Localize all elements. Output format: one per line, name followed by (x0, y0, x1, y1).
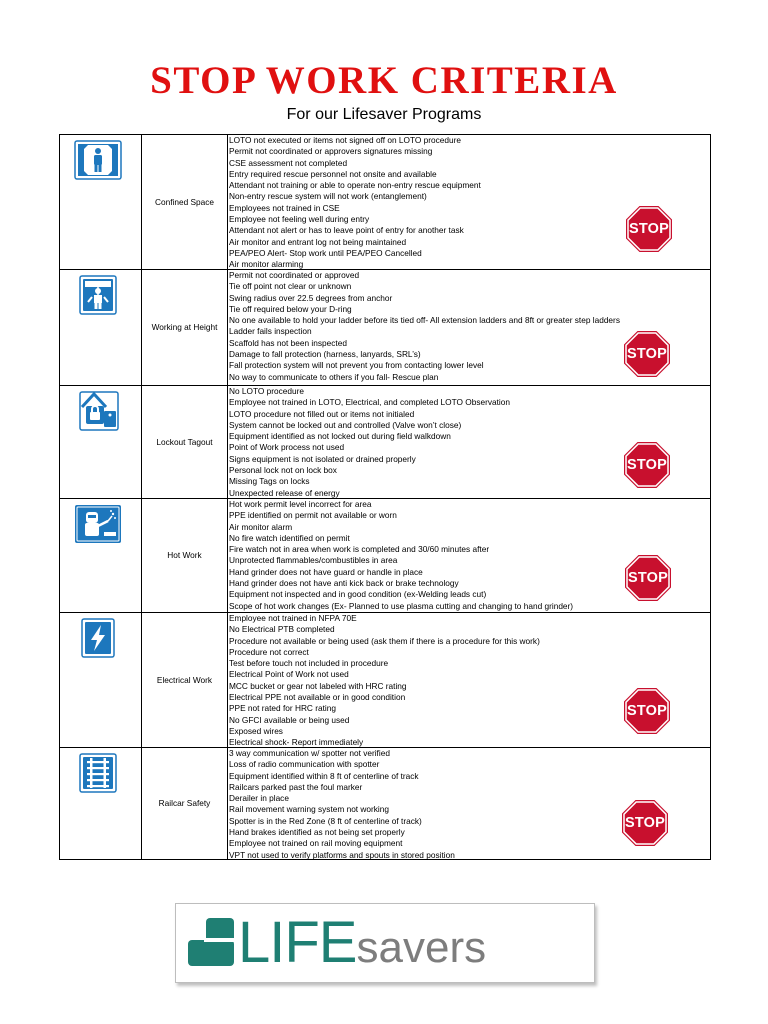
criteria-item: 3 way communication w/ spotter not verified (229, 748, 390, 758)
program-name: Working at Height (142, 270, 228, 385)
stop-sign-label: STOP (628, 221, 670, 237)
criteria-item: CSE assessment not completed (229, 157, 348, 168)
stop-sign-icon (626, 206, 672, 252)
stop-sign-icon (625, 555, 671, 601)
lock-tag-icon (74, 391, 122, 431)
criteria-item: PPE identified on permit not available or worn (229, 510, 397, 521)
criteria-item: Spotter is in the Red Zone (8 ft of centerline of track) (229, 815, 422, 826)
lightning-bolt-icon (74, 618, 122, 658)
criteria-item: Procedure not available or being used (ask them if there is a procedure for this work) (229, 635, 540, 646)
criteria-item: No Electrical PTB completed (229, 624, 335, 635)
criteria-item: No way to communicate to others if you fall- Rescue plan (229, 371, 439, 382)
criteria-item: Tie off point not clear or unknown (229, 281, 352, 292)
stop-sign-icon (624, 688, 670, 734)
criteria-item: Permit not coordinated or approvers signatures missing (229, 146, 433, 157)
criteria-item: Tie off required below your D-ring (229, 303, 352, 314)
criteria-item: Personal lock not on lock box (229, 465, 337, 476)
criteria-item: MCC bucket or gear not labeled with HRC rating (229, 680, 407, 691)
icon-cell (60, 135, 142, 269)
logo-mark-icon (188, 918, 234, 966)
criteria-cell (228, 386, 710, 498)
criteria-item: Fire watch not in area when work is completed and 30/60 minutes after (229, 544, 490, 555)
criteria-cell (228, 135, 710, 269)
criteria-item: No GFCI available or being used (229, 714, 350, 725)
criteria-item: VPT not used to verify platforms and spouts in stored position (229, 849, 455, 860)
criteria-item: Test before touch not included in procedure (229, 658, 389, 669)
criteria-cell (228, 613, 710, 747)
criteria-cell (228, 748, 710, 859)
rail-track-icon (74, 753, 122, 793)
criteria-item: Electrical shock- Report immediately (229, 737, 364, 748)
criteria-item: Unexpected release of energy (229, 487, 340, 498)
criteria-item: PPE not rated for HRC rating (229, 703, 336, 714)
criteria-item: Point of Work process not used (229, 442, 345, 453)
program-name: Hot Work (142, 499, 228, 612)
welder-icon (74, 504, 122, 544)
criteria-item: Derailer in place (229, 793, 289, 804)
criteria-item: Air monitor alarm (229, 521, 293, 532)
icon-cell (60, 613, 142, 747)
table-row-railcar-safety (60, 748, 710, 859)
stop-sign-label: STOP (627, 570, 669, 586)
program-name: Railcar Safety (142, 748, 228, 859)
criteria-item: LOTO not executed or items not signed off on LOTO procedure (229, 135, 461, 145)
criteria-item: Attendant not alert or has to leave point of entry for another task (229, 225, 464, 236)
fall-protection-icon (74, 275, 122, 315)
stop-sign-icon (624, 442, 670, 488)
table-row-electrical-work (60, 613, 710, 748)
criteria-table (59, 134, 711, 860)
stop-sign-label: STOP (626, 703, 668, 719)
criteria-item: Attendant not training or able to operate non-entry rescue equipment (229, 180, 481, 191)
criteria-item: PEA/PEO Alert- Stop work until PEA/PEO Cancelled (229, 247, 422, 258)
stop-sign-icon (622, 800, 668, 846)
stop-sign-label: STOP (624, 815, 666, 831)
program-name: Electrical Work (142, 613, 228, 747)
criteria-item: Fall protection system will not prevent you from contacting lower level (229, 360, 484, 371)
table-row-confined-space (60, 135, 710, 270)
criteria-item: Equipment not inspected and in good condition (ex-Welding leads cut) (229, 589, 487, 600)
criteria-item: No one available to hold your ladder before its tied off- All extension ladders and 8ft or greater step ladders (229, 315, 620, 326)
criteria-item: Permit not coordinated or approved (229, 270, 360, 280)
criteria-item: Non-entry rescue system will not work (entanglement) (229, 191, 427, 202)
criteria-item: Electrical Point of Work not used (229, 669, 349, 680)
icon-cell (60, 270, 142, 385)
criteria-item: Exposed wires (229, 725, 283, 736)
table-row-working-at-height (60, 270, 710, 386)
criteria-item: Unprotected flammables/combustibles in area (229, 555, 398, 566)
lifesavers-logo (175, 903, 595, 983)
criteria-item: LOTO procedure not filled out or items not initialed (229, 408, 415, 419)
criteria-item: Damage to fall protection (harness, lanyards, SRL’s) (229, 349, 421, 360)
logo-wordmark (238, 909, 486, 977)
criteria-item: Procedure not correct (229, 646, 309, 657)
criteria-item: Hand brakes identified as not being set properly (229, 827, 405, 838)
criteria-item: Missing Tags on locks (229, 476, 310, 487)
criteria-item: Employee not trained in LOTO, Electrical, and completed LOTO Observation (229, 397, 511, 408)
criteria-item: Signs equipment is not isolated or drained properly (229, 453, 416, 464)
criteria-item: Employee not trained on rail moving equipment (229, 838, 403, 849)
page-subtitle: For our Lifesaver Programs (286, 106, 482, 123)
criteria-item: Equipment identified as not locked out during field walkdown (229, 431, 451, 442)
program-name: Confined Space (142, 135, 228, 269)
criteria-item: Railcars parked past the foul marker (229, 781, 363, 792)
criteria-item: Hand grinder does not have anti kick back or brake technology (229, 578, 459, 589)
criteria-item: Air monitor and entrant log not being maintained (229, 236, 407, 247)
stop-sign-icon (624, 331, 670, 377)
program-name: Lockout Tagout (142, 386, 228, 498)
table-row-lockout-tagout (60, 386, 710, 499)
icon-cell (60, 386, 142, 498)
stop-sign-label: STOP (626, 457, 668, 473)
icon-cell (60, 748, 142, 859)
criteria-item: Ladder fails inspection (229, 326, 312, 337)
criteria-item: Hand grinder does not have guard or handle in place (229, 566, 423, 577)
criteria-item: Scope of hot work changes (Ex- Planned to use plasma cutting and changing to hand grinder) (229, 600, 574, 611)
criteria-item: No fire watch identified on permit (229, 532, 350, 543)
criteria-item: Equipment identified within 8 ft of centerline of track (229, 770, 419, 781)
criteria-item: Electrical PPE not available or in good condition (229, 692, 406, 703)
confined-space-icon (74, 140, 122, 180)
criteria-cell (228, 270, 710, 385)
criteria-item: Employee not trained in NFPA 70E (229, 613, 357, 623)
criteria-item: No LOTO procedure (229, 386, 305, 396)
logo-word-savers: savers (356, 923, 487, 972)
criteria-item: Entry required rescue personnel not onsite and available (229, 168, 437, 179)
criteria-item: Rail movement warning system not working (229, 804, 390, 815)
criteria-item: Air monitor alarming (229, 259, 304, 270)
icon-cell (60, 499, 142, 612)
table-row-hot-work (60, 499, 710, 613)
criteria-item: Employees not trained in CSE (229, 202, 340, 213)
criteria-item: Hot work permit level incorrect for area (229, 499, 372, 509)
logo-word-life: LIFE (238, 910, 357, 975)
criteria-cell (228, 499, 710, 612)
criteria-item: Employee not feeling well during entry (229, 214, 370, 225)
criteria-item: Swing radius over 22.5 degrees from anchor (229, 292, 393, 303)
criteria-item: System cannot be locked out and controlled (Valve won’t close) (229, 419, 462, 430)
stop-sign-label: STOP (626, 346, 668, 362)
page-title: STOP WORK CRITERIA (150, 59, 618, 102)
criteria-item: Scaffold has not been inspected (229, 337, 347, 348)
criteria-item: Loss of radio communication with spotter (229, 759, 380, 770)
